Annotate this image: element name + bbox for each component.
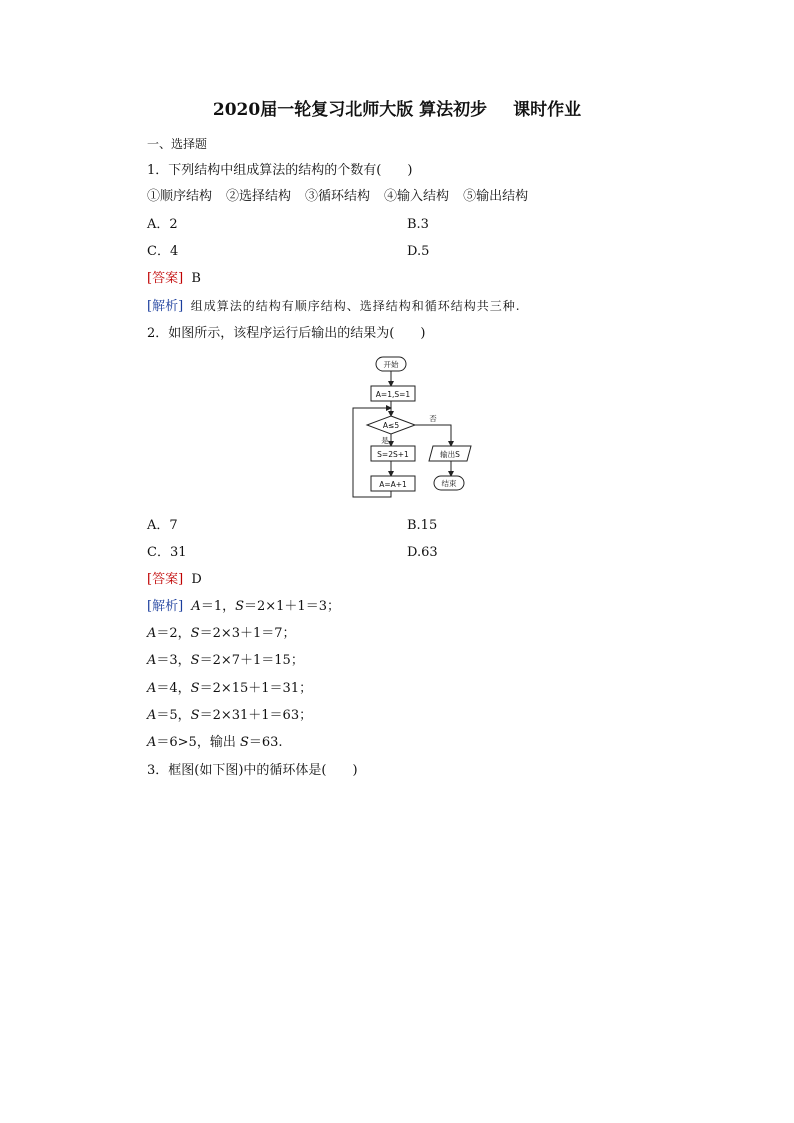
q1-analysis-text: 组成算法的结构有顺序结构、选择结构和循环结构共三种. (190, 299, 521, 313)
q1-answer-value: B (191, 271, 201, 286)
q1-choice-c: C．4 (147, 244, 179, 259)
q1-choice-d: D.5 (407, 244, 430, 259)
q2-choice-b: B.15 (407, 518, 438, 533)
fc-output: 输出S (440, 450, 460, 459)
flowchart-figure (347, 352, 477, 502)
fc-yes: 是 (381, 436, 389, 445)
answer-tag: [答案] (147, 572, 184, 587)
q2-stem: 2．如图所示，该程序运行后输出的结果为( ) (147, 326, 426, 341)
q2-analysis-line-5: A＝5，S＝2×31＋1＝63； (147, 708, 313, 723)
q1-choice-a: A．2 (147, 217, 178, 232)
fc-step1: S=2S+1 (377, 450, 409, 459)
q2-analysis-line-4: A＝4，S＝2×15＋1＝31； (147, 681, 313, 696)
q3-stem: 3．框图(如下图)中的循环体是( ) (147, 763, 358, 778)
title-main: 2020届一轮复习北师大版 算法初步 (212, 100, 488, 120)
q1-answer (147, 271, 201, 287)
analysis-tag: [解析] (147, 599, 184, 614)
section-heading: 一、选择题 (147, 137, 208, 151)
fc-step2: A=A+1 (379, 480, 407, 489)
q1-item-2: ②选择结构 (226, 189, 292, 204)
answer-tag: [答案] (147, 271, 184, 286)
q1-item-3: ③循环结构 (305, 189, 371, 204)
title-sub: 课时作业 (513, 100, 582, 120)
fc-init: A=1,S=1 (375, 390, 411, 399)
fc-end: 结束 (441, 479, 457, 488)
q1-items (147, 189, 528, 205)
q1-item-4: ④输入结构 (384, 189, 450, 204)
q2-analysis-line-2: A＝2，S＝2×3＋1＝7； (147, 626, 296, 641)
q2-answer (147, 572, 202, 588)
fc-no: 否 (429, 414, 437, 423)
q2-analysis-line-1: [解析] A＝1，S＝2×1＋1＝3； (147, 599, 340, 614)
q2-choice-d: D.63 (407, 545, 438, 560)
q2-analysis-line-3: A＝3，S＝2×7＋1＝15； (147, 653, 304, 668)
q1-item-5: ⑤输出结构 (463, 189, 529, 204)
q2-choice-c: C．31 (147, 545, 187, 560)
q2-answer-value: D (191, 572, 202, 587)
q1-item-1: ①顺序结构 (147, 189, 213, 204)
q2-choice-a: A．7 (147, 518, 178, 533)
fc-condition: A≤5 (382, 421, 400, 430)
q1-analysis (147, 298, 521, 315)
q1-choice-b: B.3 (407, 217, 429, 232)
q1-stem: 1．下列结构中组成算法的结构的个数有( ) (147, 163, 413, 178)
page-title (0, 99, 794, 121)
q2-analysis-line-6: A＝6>5，输出 S＝63. (147, 735, 283, 750)
fc-start: 开始 (383, 360, 399, 369)
analysis-tag: [解析] (147, 299, 184, 314)
